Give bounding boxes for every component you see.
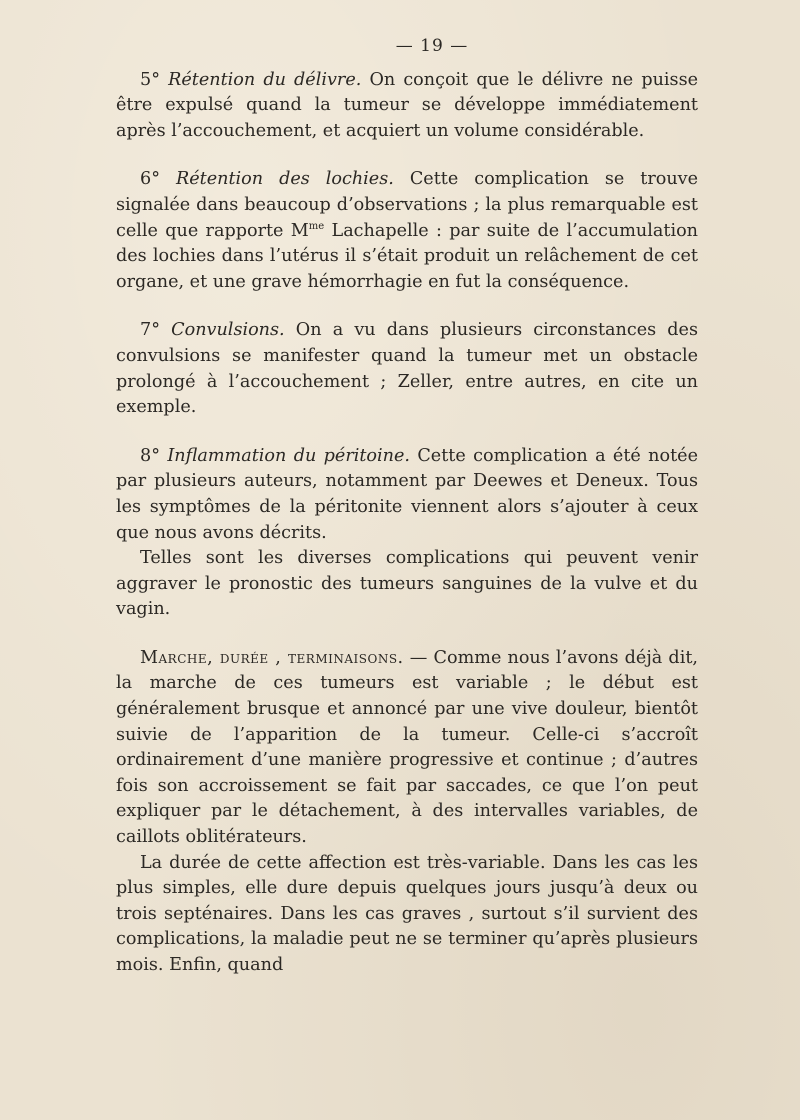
item-title: Convulsions. bbox=[171, 320, 285, 341]
paragraph-inflammation-peritoine bbox=[116, 444, 698, 546]
paragraph-convulsions bbox=[116, 318, 698, 420]
paragraph-summary bbox=[116, 546, 698, 623]
page-number: — 19 — bbox=[395, 36, 469, 56]
paragraph-text: On a vu dans plusieurs circonstances des convulsions se manifester quand la tumeur met un obstacle prolongé à l’accouchement ; Zeller, entre autres, en cite un exemple. bbox=[116, 320, 698, 418]
item-number: 8° bbox=[140, 445, 160, 466]
paragraph-text: On conçoit que le délivre ne puisse être expulsé quand la tumeur se développe immédiatement après l’accouchement, et acquiert un volume considérable. bbox=[116, 69, 699, 141]
paragraph-text: Cette complication a été notée par plusieurs auteurs, notamment par Deewes et Deneux. Tous les symptômes de la péritonite viennent alors s’ajouter à ceux que nous avons décrits. bbox=[116, 445, 698, 543]
paragraph-text: Telles sont les diverses complications qui peuvent venir aggraver le pronostic des tumeurs sanguines de la vulve et du vagin. bbox=[116, 548, 698, 620]
item-number: 6° bbox=[140, 169, 160, 190]
paragraph-retention-delivre bbox=[116, 68, 698, 145]
item-title: Rétention du délivre. bbox=[168, 69, 362, 90]
paragraph-text: — Comme nous l’avons déjà dit, la marche de ces tumeurs est variable ; le début est généralement brusque et annoncé par une vive douleur, bientôt suivie de l’apparition de la tumeur. Celle-ci s’accroît ordinairement d’une manière progressive et continue ; d’autres fois son accroissement se fait par saccades, ce que l’on peut expliquer par le détachement, à des intervalles variables, de caillots oblitérateurs. bbox=[116, 647, 698, 848]
paragraph-duree bbox=[116, 851, 698, 979]
superscript-me: me bbox=[308, 220, 325, 232]
item-title: Inflammation du péritoine. bbox=[167, 445, 410, 466]
paragraph-retention-lochies bbox=[116, 167, 698, 295]
item-number: 7° bbox=[140, 320, 160, 341]
paragraph-text-continued: Lachapelle : par suite de l’accumulation des lochies dans l’utérus il s’était produit un relâchement de cet organe, et une grave hémorrhagie en fut la conséquence. bbox=[116, 220, 698, 292]
paragraph-text: La durée de cette affection est très-variable. Dans les cas les plus simples, elle dure depuis quelques jours jusqu’à deux ou trois septénaires. Dans les cas graves , surtout s’il survient des complications, la maladie peut ne se terminer qu’après plusieurs mois. Enfin, quand bbox=[116, 852, 698, 975]
paragraph-marche-duree bbox=[116, 646, 698, 851]
item-title: Rétention des lochies. bbox=[176, 169, 394, 190]
item-number: 5° bbox=[140, 69, 160, 90]
paragraph-text: Cette complication se trouve signalée dans beaucoup d’observations ; la plus remarquable est celle que rapporte M bbox=[116, 169, 699, 241]
section-heading: Marche, durée , terminaisons. bbox=[140, 647, 404, 668]
text-block bbox=[116, 34, 698, 979]
